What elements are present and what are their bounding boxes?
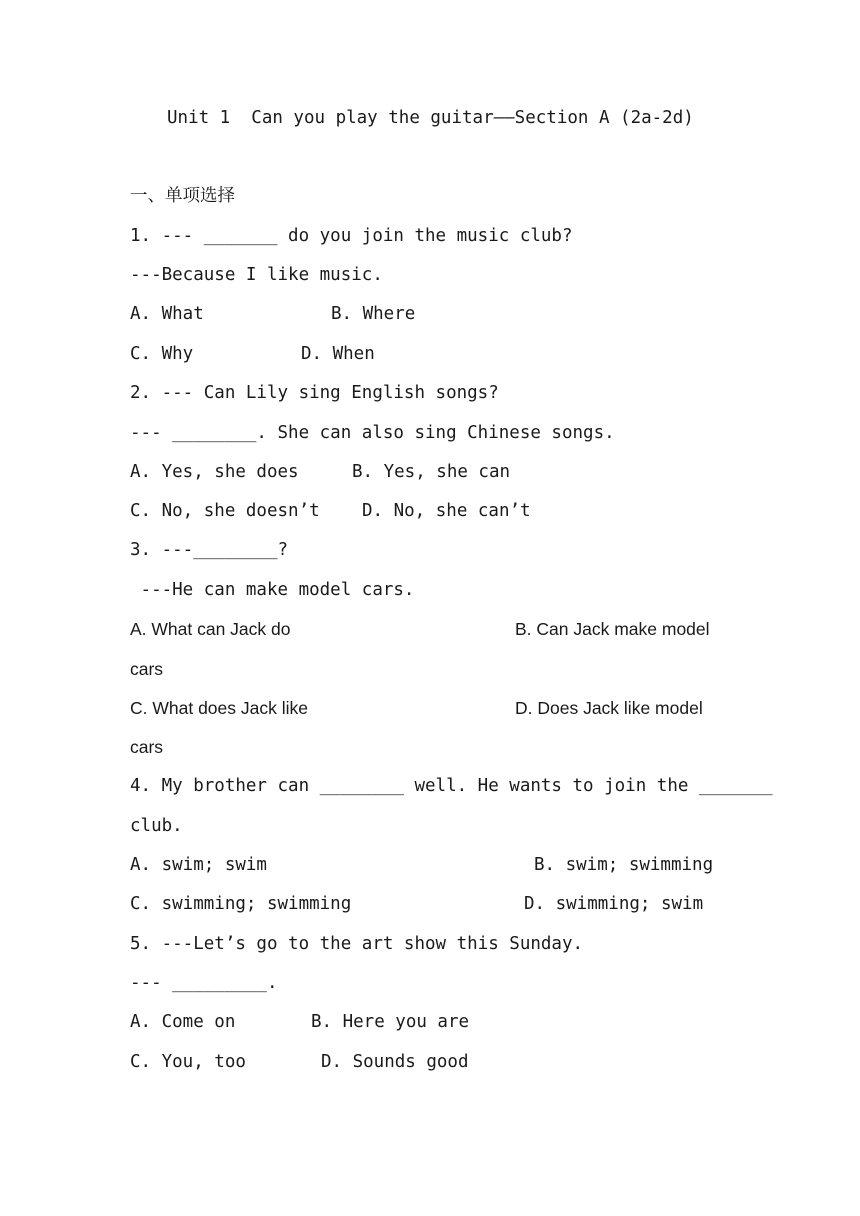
question-1-stem: 1. --- _______ do you join the music club? [130, 226, 573, 246]
question-5-answer-line: --- _________. [130, 973, 278, 993]
question-5-option-a: A. Come on [130, 1012, 236, 1032]
question-4-option-a: A. swim; swim [130, 855, 267, 875]
question-1-option-b: B. Where [331, 304, 416, 324]
question-1-option-a: A. What [130, 304, 204, 324]
section-heading: 一、单项选择 [130, 186, 235, 206]
question-2-option-c: C. No, she doesn’t [130, 501, 320, 521]
question-3-option-b: B. Can Jack make model [515, 619, 710, 639]
question-5-stem: 5. ---Let’s go to the art show this Sunday. [130, 934, 584, 954]
document-title: Unit 1 Can you play the guitar——Section A (2a-2d) [167, 108, 694, 128]
question-5-option-c: C. You, too [130, 1052, 246, 1072]
question-4-stem-wrap: club. [130, 816, 183, 836]
question-4-stem: 4. My brother can ________ well. He wants to join the _______ [130, 776, 773, 796]
question-5-option-d: D. Sounds good [321, 1052, 469, 1072]
question-3-answer-line: ---He can make model cars. [130, 580, 415, 600]
question-1-option-d: D. When [301, 344, 375, 364]
question-3-option-b-wrap: cars [130, 659, 164, 679]
question-1-answer-line: ---Because I like music. [130, 265, 383, 285]
question-5-option-b: B. Here you are [311, 1012, 470, 1032]
question-3-option-d-wrap: cars [130, 737, 164, 757]
question-4-option-d: D. swimming; swim [524, 894, 704, 914]
question-2-stem: 2. --- Can Lily sing English songs? [130, 383, 499, 403]
question-3-option-d: D. Does Jack like model [515, 698, 703, 718]
question-3-option-c: C. What does Jack like [130, 698, 308, 718]
question-3-option-a: A. What can Jack do [130, 619, 291, 639]
question-2-option-b: B. Yes, she can [352, 462, 511, 482]
question-3-stem: 3. ---________? [130, 540, 289, 560]
question-2-answer-line: --- ________. She can also sing Chinese songs. [130, 423, 615, 443]
question-4-option-b: B. swim; swimming [534, 855, 714, 875]
question-2-option-d: D. No, she can’t [362, 501, 531, 521]
question-1-option-c: C. Why [130, 344, 194, 364]
question-4-option-c: C. swimming; swimming [130, 894, 352, 914]
question-2-option-a: A. Yes, she does [130, 462, 299, 482]
